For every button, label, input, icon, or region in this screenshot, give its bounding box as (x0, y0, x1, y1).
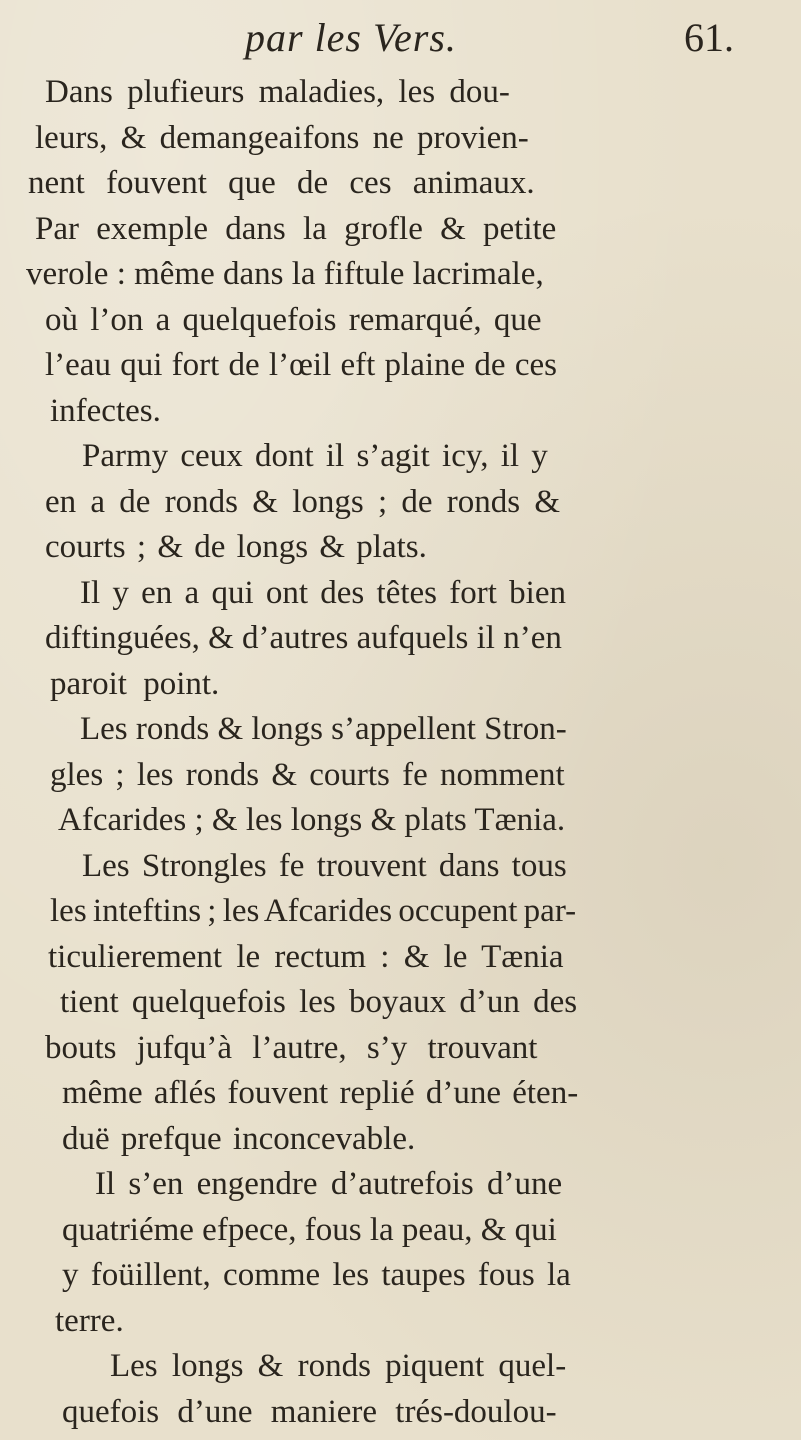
text-line: diftinguées, & d’autres aufquels il n’en (45, 620, 562, 656)
text-line: ticulierement le rectum : & le Tænia (48, 938, 564, 975)
text-line: y foüillent, comme les taupes fous la (62, 1257, 571, 1293)
text-line: verole : même dans la fiftule lacrimale, (26, 256, 544, 292)
text-line: les inteftins ; les Afcarides occupent par- (50, 893, 577, 929)
text-line: Les Strongles fe trouvent dans tous (82, 847, 567, 884)
text-line: Par exemple dans la grofle & petite (35, 210, 557, 247)
text-line: quefois d’une maniere trés-doulou- (62, 1393, 557, 1430)
running-head: par les Vers. (245, 15, 457, 60)
text-line: en a de ronds & longs ; de ronds & (45, 483, 561, 520)
text-line: duë prefque inconcevable. (62, 1120, 416, 1157)
text-line: Afcarides ; & les longs & plats Tænia. (58, 802, 566, 838)
text-line: Les longs & ronds piquent quel- (110, 1348, 567, 1384)
text-line: Dans plufieurs maladies, les dou- (45, 74, 510, 110)
text-line: bouts jufqu’à l’autre, s’y trouvant (45, 1029, 538, 1066)
text-line: Il s’en engendre d’autrefois d’une (95, 1166, 563, 1202)
text-line: où l’on a quelquefois remarqué, que (45, 301, 542, 338)
page-number: 61. (684, 15, 734, 60)
text-line: gles ; les ronds & courts fe nomment (50, 756, 565, 793)
text-line: l’eau qui fort de l’œil eft plaine de ces (45, 347, 557, 383)
page-header (0, 14, 801, 64)
text-line: nent fouvent que de ces animaux. (28, 165, 535, 201)
text-line: Parmy ceux dont il s’agit icy, il y (82, 438, 548, 474)
text-line: même aflés fouvent replié d’une éten- (62, 1075, 579, 1111)
text-line: quatriéme efpece, fous la peau, & qui (62, 1211, 557, 1248)
text-line: Les ronds & longs s’appellent Stron- (80, 711, 567, 747)
text-line: Il y en a qui ont des têtes fort bien (80, 574, 566, 611)
text-line: paroit point. (50, 665, 220, 702)
text-line: terre. (55, 1302, 124, 1339)
text-line: courts ; & de longs & plats. (45, 529, 427, 565)
text-line: infectes. (50, 392, 161, 429)
text-line: leurs, & demangeaifons ne provien- (35, 119, 529, 156)
text-line: tient quelquefois les boyaux d’un des (60, 984, 578, 1020)
